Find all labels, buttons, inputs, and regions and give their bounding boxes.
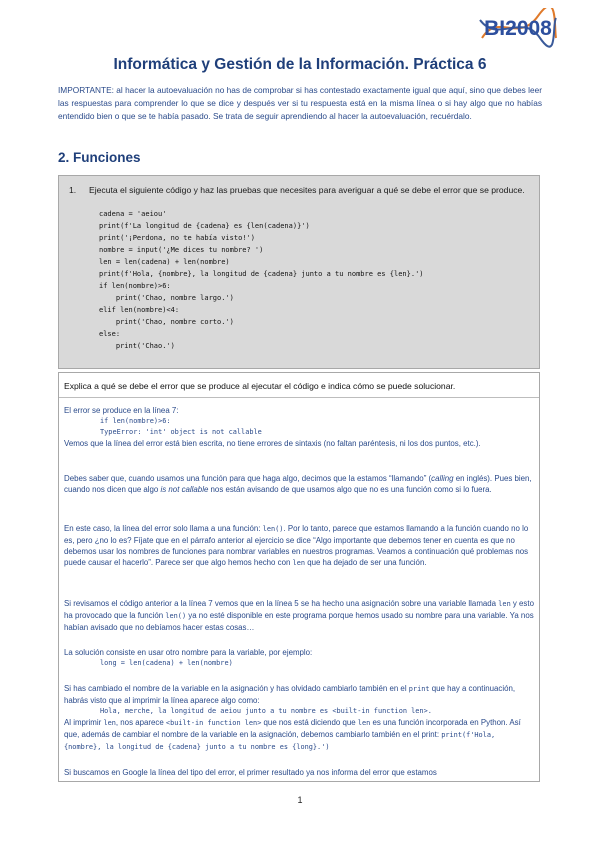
- p5-code: long = len(cadena) + len(nombre): [100, 659, 233, 667]
- answer-prompt: Explica a qué se debe el error que se produce al ejecutar el código e indica cómo se puede solucionar.: [64, 381, 456, 391]
- p6-len2: len: [357, 719, 371, 727]
- p1-intro: El error se produce en la línea 7:: [64, 406, 179, 415]
- p3-a: En este caso, la línea del error solo llama a una función:: [64, 524, 263, 533]
- question-number: 1.: [69, 185, 77, 195]
- p6-code: Hola, merche, la longitud de aeiou junto a tu nombre es <built-in function len>.: [100, 707, 432, 715]
- p4-c: ya no esté disponible en este programa porque hemos usado su nombre para una variable. Ya nos habían avisado que no debíamos hacer estas cosas…: [64, 611, 534, 632]
- answer-paragraph-6: [64, 683, 534, 753]
- p2-b: en inglés). Pues bien, cuando nos dicen que algo: [64, 474, 532, 494]
- answer-paragraph-5: [64, 647, 534, 669]
- p1-error-line: TypeError: 'int' object is not callable: [100, 428, 262, 436]
- answer-paragraph-2: [64, 473, 534, 495]
- divider: [59, 397, 539, 398]
- p5-intro: La solución consiste en usar otro nombre para la variable, por ejemplo:: [64, 648, 313, 657]
- page-number: 1: [297, 795, 303, 805]
- p4-a: Si revisamos el código anterior a la línea 7 vemos que en la línea 5 se ha hecho una asignación sobre una variable llamada: [64, 599, 499, 608]
- intro-text: al hacer la autoevaluación no has de comprobar si has contestado exactamente igual que aquí, sino que debes leer las respuestas para comprender lo que se dice y después ver si tu respuesta está en la misma línea o si hay algo que no habías entendido bien o que se te había pasado. Se trata de seguir aprendiendo al hacer la autoevaluación, recuérdalo.: [58, 85, 542, 121]
- p6-len: len: [103, 719, 116, 727]
- answer-paragraph-3: [64, 523, 534, 569]
- answer-paragraph-7: Si buscamos en Google la línea del tipo del error, el primer resultado ya nos informa del error que estamos: [64, 768, 437, 777]
- p6-code2: print(f'Hola, {nombre}, la longitud de {cadena} junto a tu nombre es {long}.'): [64, 731, 496, 751]
- question-box: [58, 175, 540, 369]
- p6-a: Si has cambiado el nombre de la variable en la asignación y has olvidado cambiarlo también en el: [64, 684, 409, 693]
- intro-label: IMPORTANTE:: [58, 85, 114, 95]
- p6-print: print: [408, 685, 430, 693]
- p2-a: Debes saber que, cuando usamos una función para que haga algo, decimos que la estamos “llamando” (: [64, 474, 432, 483]
- p1-text: Vemos que la línea del error está bien escrita, no tiene errores de sintaxis (no faltan paréntesis, ni los dos puntos, etc.).: [64, 439, 481, 448]
- p3-b: . Por lo tanto, parece que estamos llamando a la función cuando no lo es, pero ¿no lo es? Fíjate que en el párrafo anterior al ejercicio se dice “Algo importante que debemos tener en cuenta es que no debemos usar los nombres de funciones para nombrar variables en nuestros programas. Veamos a continuación qué problemas nos puede causar el hacerlo”. Parece ser que algo hemos hecho con: [64, 524, 529, 567]
- p6-e: que nos está diciendo que: [261, 718, 358, 727]
- p2-calling: calling: [431, 474, 454, 483]
- p6-builtin: <built-in function len>: [165, 719, 262, 727]
- p3-c: que ha dejado de ser una función.: [305, 558, 427, 567]
- page-title: Informática y Gestión de la Información. Práctica 6: [113, 56, 487, 73]
- p6-b: que hay a continuación, habrás visto que al imprimir la línea aparece algo como:: [64, 684, 516, 705]
- p6-f: es una función incorporada en Python. Así que, además de cambiar el nombre de la variable en la asignación, debemos cambiarlo también en el print:: [64, 718, 521, 739]
- answer-box: [58, 372, 540, 782]
- p2-notcallable: is not callable: [160, 485, 209, 494]
- intro-paragraph: [58, 84, 542, 123]
- answer-paragraph-4: [64, 598, 534, 633]
- p6-d: , nos aparece: [115, 718, 166, 727]
- logo-text: BI2008: [484, 17, 552, 40]
- p4-len2: len(): [165, 612, 187, 620]
- question-text: Ejecuta el siguiente código y haz las pruebas que necesites para averiguar a qué se debe el error que se produce.: [89, 185, 525, 195]
- section-heading: 2. Funciones: [58, 150, 141, 165]
- bi2008-logo: [478, 8, 558, 48]
- p2-c: nos están avisando de que usamos algo que no es una función como si lo fuera.: [208, 485, 492, 494]
- p6-c: Al imprimir: [64, 718, 104, 727]
- p3-len2: len: [292, 559, 305, 567]
- p1-code-line: if len(nombre)>6:: [100, 417, 171, 425]
- p3-len: len(): [262, 525, 284, 533]
- p4-len: len: [498, 600, 511, 608]
- p4-b: y esto ha provocado que la función: [64, 599, 534, 620]
- answer-paragraph-1: [64, 405, 534, 449]
- code-block: cadena = 'aeiou' print(f'La longitud de {cadena} es {len(cadena)}') print('¡Perdona, no te había visto!') nombre = input('¿Me dices tu nombre? ') len = len(cadena) + len(nombre) print(f'Hola, {nombre}, la longitud de {cadena} junto a tu nombre es {len}.') if len(nombre)>6: print('Chao, nombre largo.') elif len(nombre)<4: print('Chao, nombre corto.') else: print('Chao.'): [99, 210, 424, 350]
